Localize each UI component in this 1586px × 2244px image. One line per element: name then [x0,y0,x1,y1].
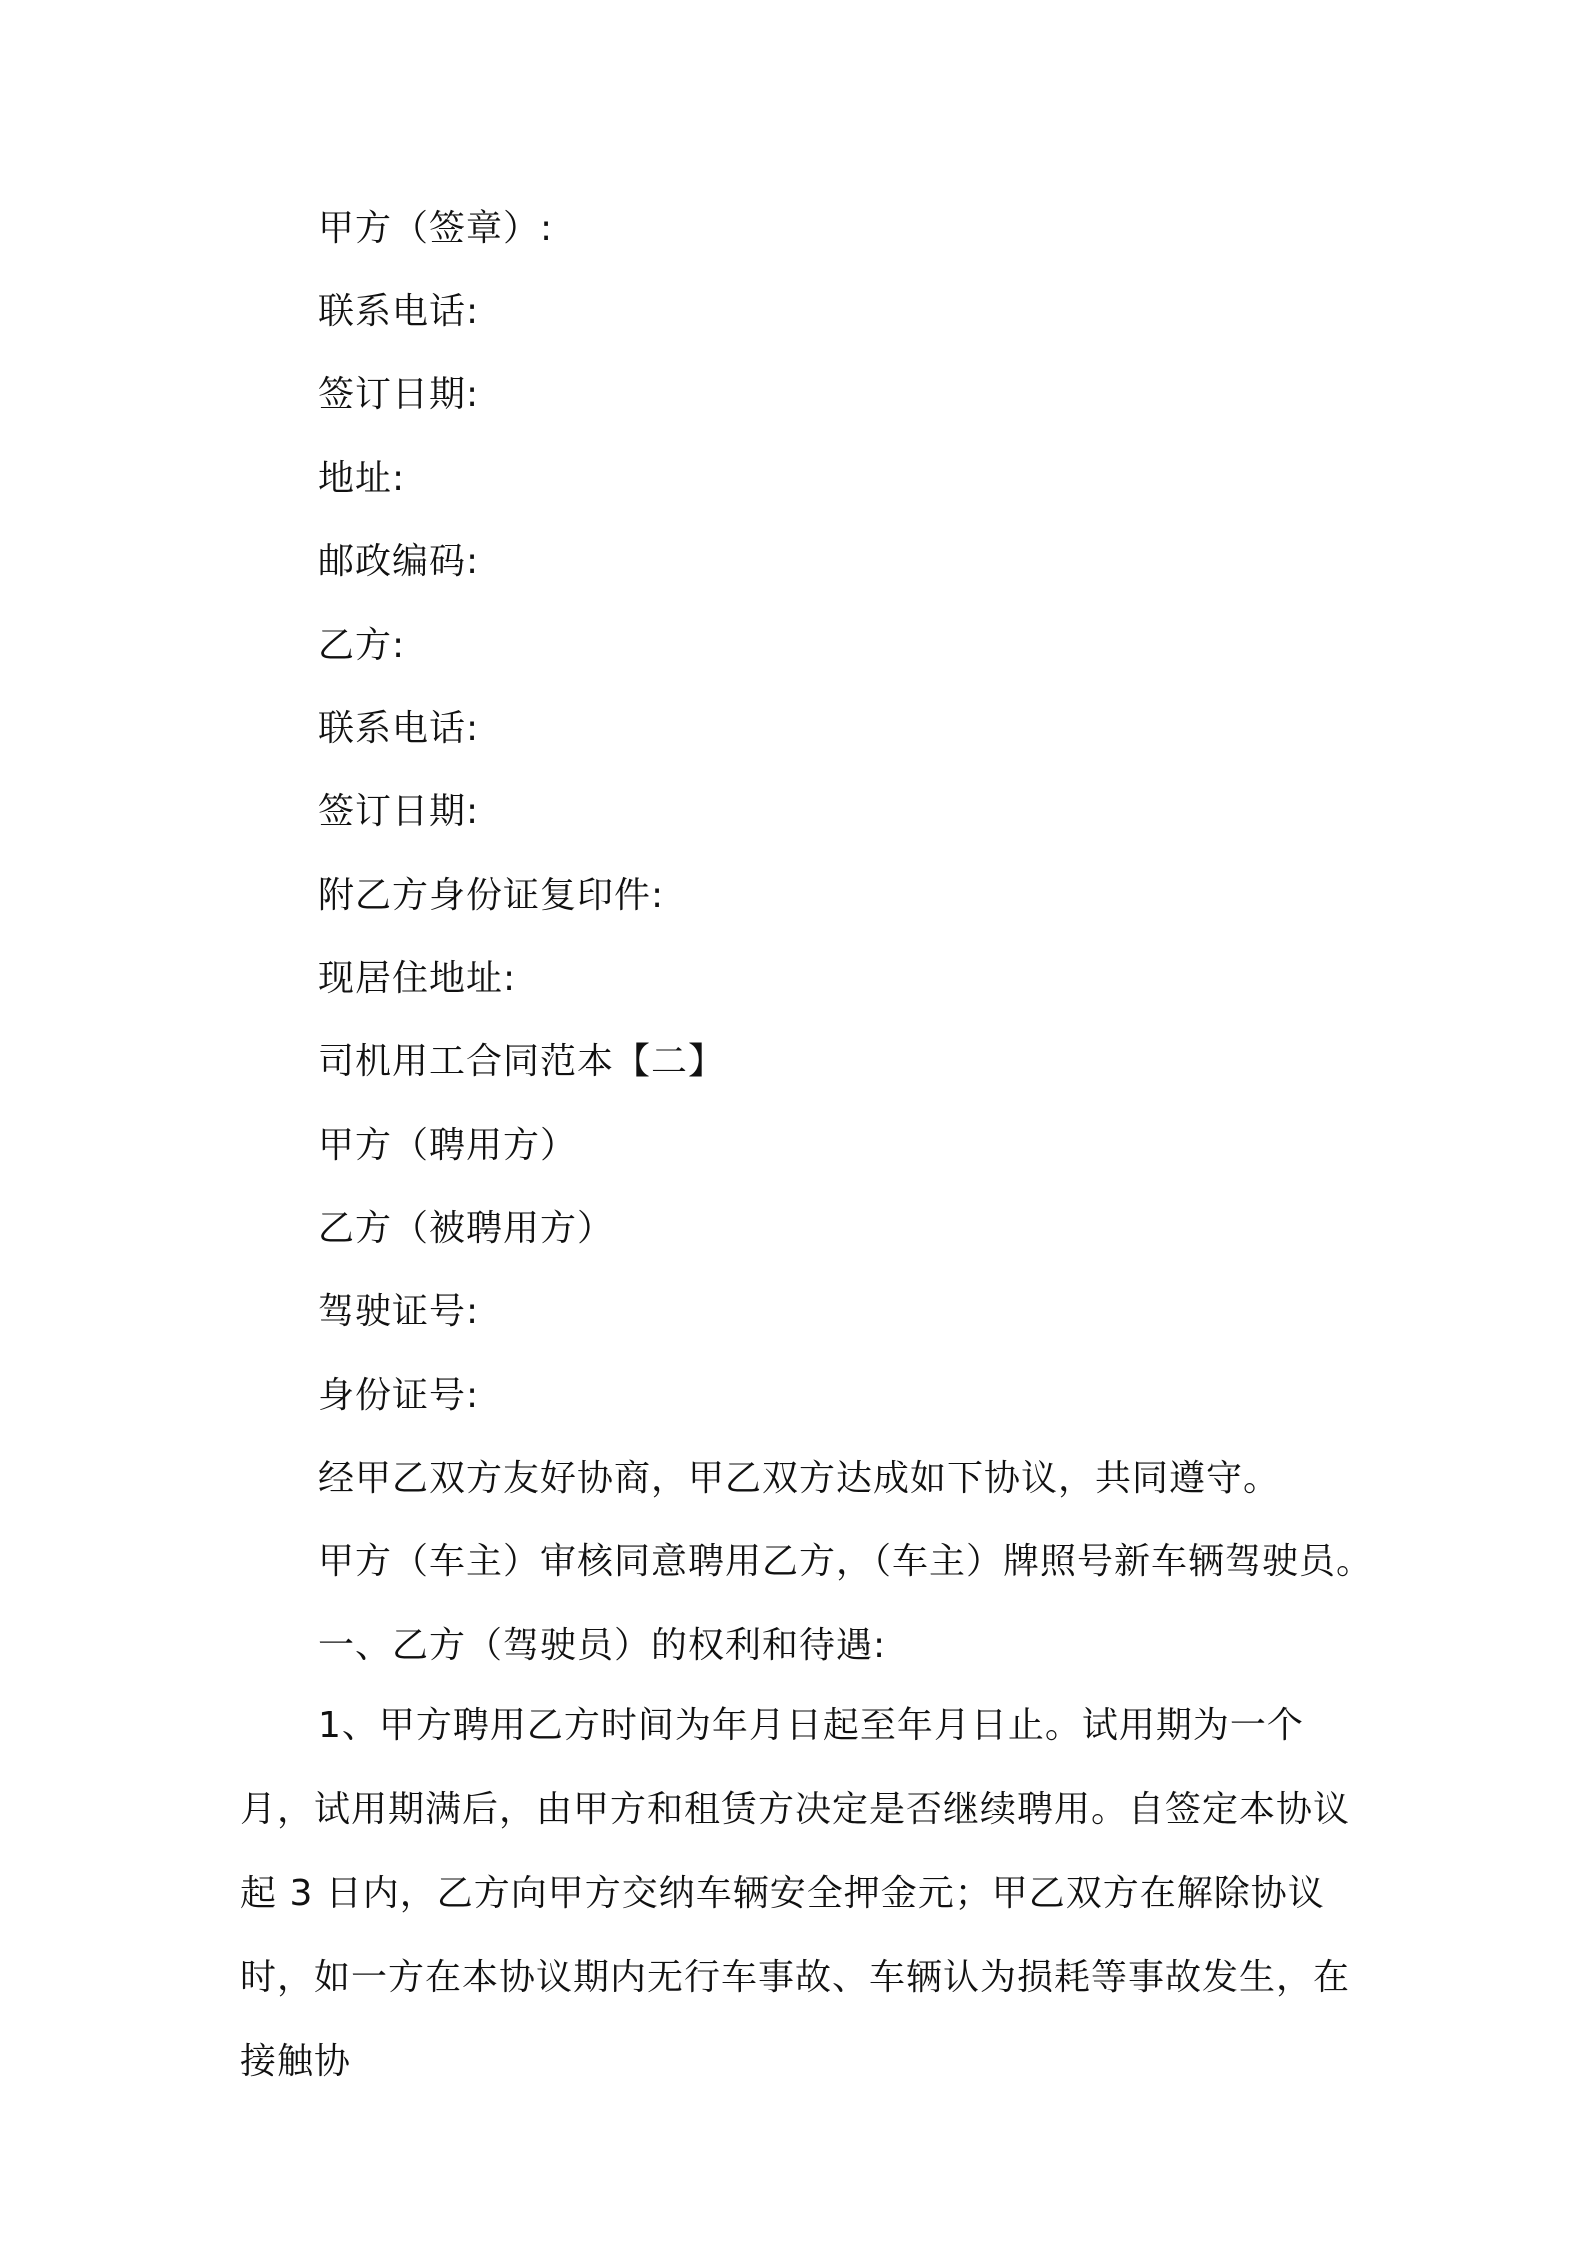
rights-heading: 一、乙方（驾驶员）的权利和待遇: [318,1625,887,1666]
party-b-phone-label: 联系电话: [318,708,480,749]
party-a-phone-label: 联系电话: [318,291,480,332]
party-b-employee-label: 乙方（被聘用方） [318,1208,615,1249]
agreement-intro: 经甲乙双方友好协商，甲乙双方达成如下协议，共同遵守。 [318,1458,1281,1499]
current-address-label: 现居住地址: [318,958,517,999]
party-b-label: 乙方: [318,625,406,666]
party-a-sign-date-label: 签订日期: [318,374,480,415]
id-copy-attachment-label: 附乙方身份证复印件: [318,875,665,916]
party-a-address-label: 地址: [318,458,406,499]
section-title: 司机用工合同范本【二】 [318,1041,726,1082]
clause-1-paragraph [240,1684,1350,2104]
clause-1-text: 1、甲方聘用乙方时间为年月日起至年月日止。试用期为一个月，试用期满后，由甲方和租赁方决定是否继续聘用。自签定本协议起 3 日内，乙方向甲方交纳车辆安全押金元；甲乙双方在解除协议时，如一方在本协议期内无行车事故、车辆认为损耗等事故发生，在接触协 [240,1705,1351,2082]
party-a-employer-label: 甲方（聘用方） [318,1125,578,1166]
employment-statement: 甲方（车主）审核同意聘用乙方，（车主）牌照号新车辆驾驶员。 [318,1541,1374,1582]
driver-license-label: 驾驶证号: [318,1291,480,1332]
party-b-sign-date-label: 签订日期: [318,791,480,832]
party-a-postcode-label: 邮政编码: [318,541,480,582]
id-number-label: 身份证号: [318,1375,480,1416]
party-a-signature-label: 甲方（签章）: [318,208,554,249]
